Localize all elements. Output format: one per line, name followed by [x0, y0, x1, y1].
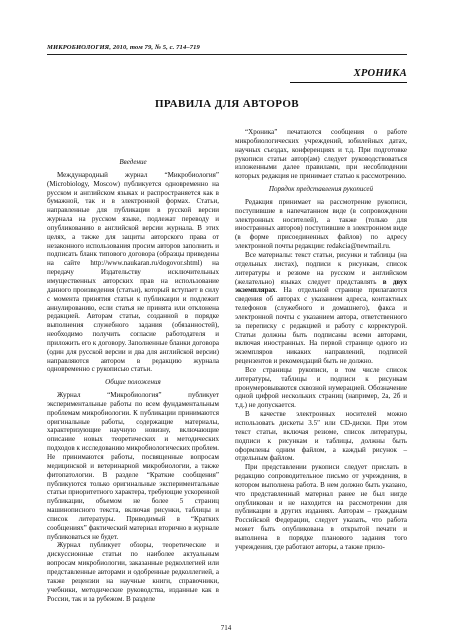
- paragraph: Международный журнал “Микробиология” (Microbiology, Moscow) публикуется одновременно на русском и английском языках и распространяется как в бумажной, так и в электронной формах. Статьи, направленные для публикации в русской версии журнала на русском языке, подлежат переводу и опубликованию в английской версии журнала. В этих целях, а также для защиты авторского права от незаконного использования просим авторов заполнить и подписать бланк типового договора (образцы приведены на сайте http://www.naukaran.ru/dogovor.shtml) на передачу Издательству исключительных имущественных авторских прав на использование данного произведения (статьи), который вступает в силу с момента принятия статьи к публикации и подлежит аннулированию, если статья не принята или отклонена редакцией. Авторам статьи, созданной в порядке выполнения служебного задания (обязанностей), необходимо получить согласие работодателя и приложить его к договору. Заполненные бланки договора (один для русской версии и два для английской версии) направляются автором в редакцию журнала одновременно с рукописью статьи.: [47, 170, 219, 374]
- subheading-order: Порядок представления рукописей: [268, 185, 374, 194]
- paragraph: “Хроника” печатаются сообщения о работе микробиологических учреждений, юбилейных датах, научных съездах, конференциях и т.д. При подготовке рукописи статьи автор(ам) следует руководствоваться изложенными далее правилами, при несоблюдении которых редакция не принимает статью к рассмотрению.: [235, 128, 407, 181]
- paragraph: Все страницы рукописи, в том числе список литературы, таблицы и подписи к рисункам пронумеровываются сквозной нумерацией. Обозначение одной цифрой нескольких страниц (например, 2а, 2б и т.д.) не допускается.: [235, 365, 407, 410]
- paragraph: Редакция принимает на рассмотрение рукописи, поступившие в напечатанном виде (в сопровождении электронных носителей), а также (только для иностранных авторов) поступившие в электронном виде (в форме присоединенных файлов) по адресу электронной почты редакции: redakcia@newmail.ru.: [235, 197, 407, 251]
- article-title: ПРАВИЛА ДЛЯ АВТОРОВ: [154, 98, 300, 110]
- paragraph: При представлении рукописи следует прислать в редакцию сопроводительное письмо от учреждения, в котором выполнена работа. В нем должно быть указано, что представленный материал ранее не был нигде опубликован и не находится на рассмотрении для публикации в других изданиях. Авторам – гражданам Российской Федерации, следует указать, что работа может быть опубликована в открытой печати и выполнена в порядке планового задания того учреждения, где работают авторы, а также прило-: [235, 463, 407, 551]
- paragraph: Журнал “Микробиология” публикует экспериментальные работы по всем фундаментальным проблемам микробиологии. К публикации принимаются оригинальные работы, содержащие материалы, характеризующие научную новизну, включающие описание новых теоретических и методических подходов к исследованию микробиологических проблем. Не принимаются работы, посвященные вопросам медицинской и ветеринарной микробиологии, а также фитопатологии. В разделе “Краткие сообщения” публикуются только оригинальные экспериментальные статьи приоритетного характера, требующие ускоренной публикации, объемом не более 5 страниц машинописного текста, включая рисунки, таблицы и список литературы. Приводимый в “Кратких сообщениях” фактический материал вторично в журнале публиковаться не будет.: [47, 391, 219, 541]
- section-heading: ХРОНИКА: [353, 68, 407, 79]
- paragraph: В качестве электронных носителей можно использовать дискеты 3.5″ или CD-диски. При этом текст статьи, включая резюме, список литературы, подписи к рисункам и таблицы, должны быть оформлены одним файлом, а каждый рисунок – отдельным файлом.: [235, 410, 407, 463]
- paragraph: Журнал публикует обзоры, теоретические и дискуссионные статьи по наиболее актуальным вопросам микробиологии, заказанные редколлегией или представленные авторами и одобренные редколлегией, а также рецензии на научные книги, справочники, учебники, методические руководства, изданные как в России, так и за рубежом. В разделе: [47, 541, 219, 603]
- section-rule: [290, 82, 407, 83]
- running-head: МИКРОБИОЛОГИЯ, 2010, том 79, № 5, с. 714–719: [47, 44, 200, 51]
- bold-text: в двух экземплярах: [235, 277, 407, 295]
- subheading-intro: Введение: [119, 158, 147, 166]
- text-run: . На отдельной странице прилагаются сведения об авторах с указанием адреса, контактных телефонов (служебного и домашнего), факса и электронной почты с указанием автора, ответственного за переписку с редакцией и работу с корректурой. Статьи должны быть подписаны всеми авторами, включая иностранных. На первой странице одного из экземпляров никаких направлений, подписей рецензентов и рекомендаций быть не должно.: [235, 286, 407, 366]
- header-rule: [47, 54, 407, 55]
- right-column: [235, 128, 407, 552]
- page-number: 714: [220, 624, 232, 632]
- text-run: Все материалы: текст статьи, рисунки и таблицы (на отдельных листах), подписи к рисункам, список литературы и резюме на русском и английском (желательно) языках следует представлять: [235, 250, 407, 286]
- subheading-general: Общие положения: [105, 378, 161, 387]
- paragraph: [235, 251, 407, 366]
- left-column: [47, 158, 219, 603]
